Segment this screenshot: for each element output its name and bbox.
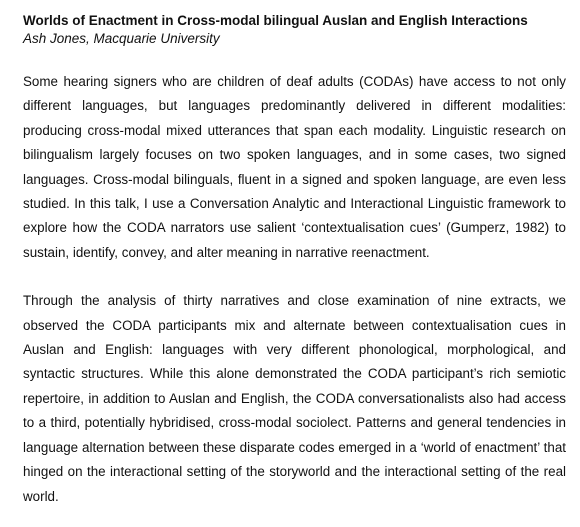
abstract-paragraph-2: Through the analysis of thirty narratives and close examination of nine extracts, we observed the CODA participants mix and alternate between contextualisation cues in Auslan and English: languages with very different phonological, morphological, and syntactic structures. While this alone demonstrated the CODA participant’s rich semiotic repertoire, in addition to Auslan and English, the CODA conversationalists also had access to a third, potentially hybridised, cross-modal sociolect. Patterns and general tendencies in language alternation between these disparate codes emerged in a ‘world of enactment’ that hinged on the interactional setting of the storyworld and the interactional setting of the real world.	[23, 293, 566, 504]
document-title: Worlds of Enactment in Cross-modal bilingual Auslan and English Interactions	[23, 13, 528, 28]
abstract-paragraph-1: Some hearing signers who are children of deaf adults (CODAs) have access to not only different languages, but languages predominantly delivered in different modalities: producing cross-modal mixed utterances that span each modality. Linguistic research on bilingualism largely focuses on two spoken languages, and in some cases, two signed languages. Cross-modal bilinguals, fluent in a signed and spoken language, are even less studied. In this talk, I use a Conversation Analytic and Interactional Linguistic framework to explore how the CODA narrators use salient ‘contextualisation cues’ (Gumperz, 1982) to sustain, identify, convey, and alter meaning in narrative reenactment.	[23, 74, 566, 260]
document-page	[23, 12, 566, 509]
document-author: Ash Jones, Macquarie University	[23, 31, 220, 46]
